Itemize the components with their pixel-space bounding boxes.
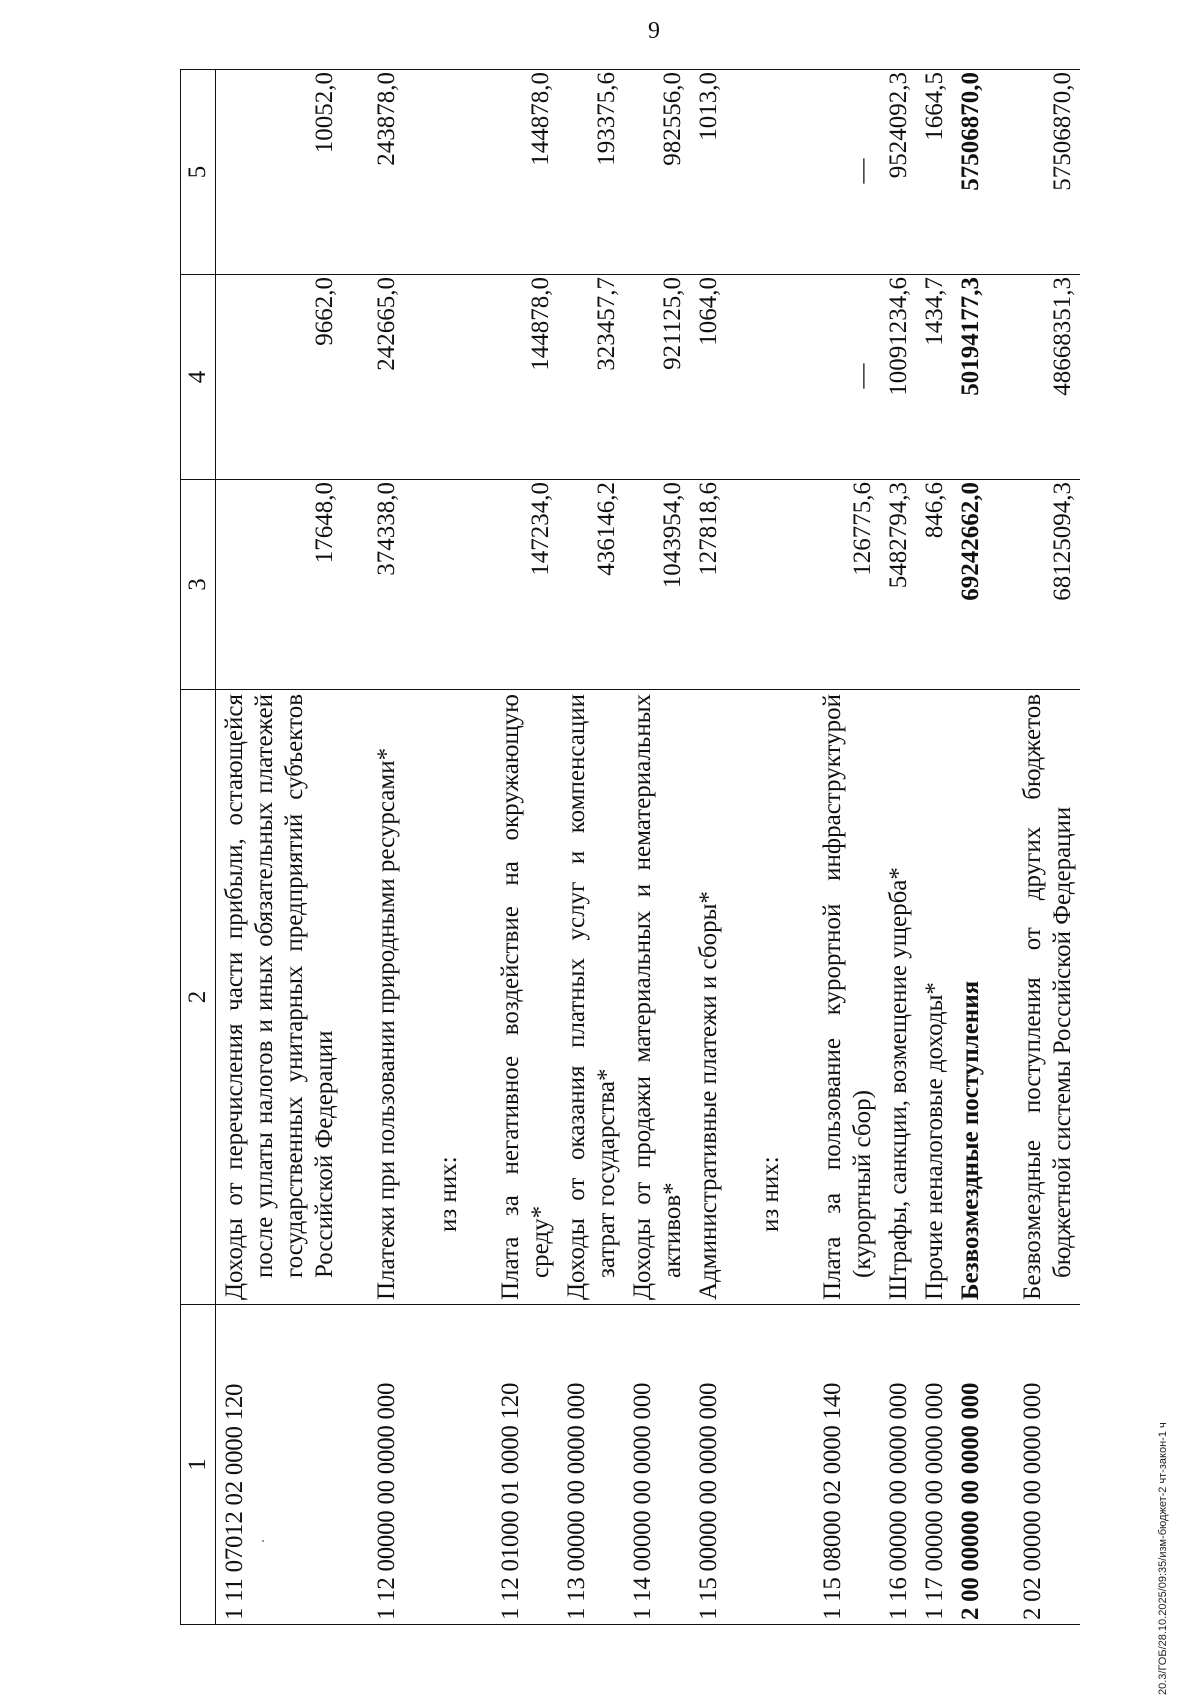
row-code: 1 15 00000 00 0000 000 <box>690 1305 726 1625</box>
row-code <box>752 1305 788 1625</box>
row-value-col3: 374338,0 <box>368 480 404 690</box>
table-row <box>624 70 690 1625</box>
table-row <box>1014 70 1080 1625</box>
table-row <box>216 70 343 1625</box>
row-value-col3 <box>752 480 788 690</box>
table-row <box>430 70 466 1625</box>
row-name: Плата за негативное воздействие на окружающую среду* <box>492 690 558 1305</box>
row-value-col3: 126775,6 <box>814 480 880 690</box>
row-name: Штрафы, санкции, возмещение ущерба* <box>880 690 916 1305</box>
row-value-col3: 846,6 <box>916 480 952 690</box>
row-value-col5: 10052,0 <box>216 70 343 275</box>
row-value-col5: 57506870,0 <box>952 70 988 275</box>
row-name: Административные платежи и сборы* <box>690 690 726 1305</box>
row-value-col3: 69242662,0 <box>952 480 988 690</box>
row-code: 1 12 00000 00 0000 000 <box>368 1305 404 1625</box>
row-value-col4: 323457,7 <box>558 275 624 480</box>
row-value-col5: 243878,0 <box>368 70 404 275</box>
row-subheading: из них: <box>430 690 466 1305</box>
table-row <box>558 70 624 1625</box>
row-value-col5: 9524092,3 <box>880 70 916 275</box>
row-name: Доходы от перечисления части прибыли, остающейся после уплаты налогов и иных обязательных платежей государственных унитарных предприятий субъектов Российской Федерации <box>216 690 343 1305</box>
table-row <box>368 70 404 1625</box>
row-code <box>430 1305 466 1625</box>
row-name: Платежи при пользовании природными ресурсами* <box>368 690 404 1305</box>
row-value-col5: — <box>814 70 880 275</box>
rotated-sheet <box>180 70 1110 1625</box>
table-row <box>880 70 916 1625</box>
row-code: 2 00 00000 00 0000 000 <box>952 1305 988 1625</box>
row-value-col4: — <box>814 275 880 480</box>
table-row <box>492 70 558 1625</box>
footer-code-text: 20.3/ГОБ/28.10.2025/09:35/изм-бюджет-2 чт-закон-1 ч <box>1157 1422 1169 1695</box>
row-name: Плата за пользование курортной инфраструктурой (курортный сбор) <box>814 690 880 1305</box>
scan-speck <box>262 1540 264 1542</box>
row-value-col5: 982556,0 <box>624 70 690 275</box>
row-name: Прочие неналоговые доходы* <box>916 690 952 1305</box>
row-value-col4 <box>430 275 466 480</box>
document-footer-code <box>1157 1165 1171 1695</box>
row-value-col4: 9662,0 <box>216 275 343 480</box>
row-value-col4: 144878,0 <box>492 275 558 480</box>
header-col-3: 3 <box>181 480 216 690</box>
row-name: Доходы от продажи материальных и нематериальных активов* <box>624 690 690 1305</box>
row-value-col3: 17648,0 <box>216 480 343 690</box>
row-value-col5: 193375,6 <box>558 70 624 275</box>
budget-table <box>180 69 1080 1625</box>
row-value-col4: 921125,0 <box>624 275 690 480</box>
row-value-col3: 436146,2 <box>558 480 624 690</box>
row-value-col5: 1013,0 <box>690 70 726 275</box>
table-row <box>690 70 726 1625</box>
row-value-col4: 1064,0 <box>690 275 726 480</box>
row-code: 1 12 01000 01 0000 120 <box>492 1305 558 1625</box>
row-value-col3: 127818,6 <box>690 480 726 690</box>
row-value-col4: 10091234,6 <box>880 275 916 480</box>
row-value-col4: 50194177,3 <box>952 275 988 480</box>
row-value-col3: 147234,0 <box>492 480 558 690</box>
row-code: 1 16 00000 00 0000 000 <box>880 1305 916 1625</box>
row-value-col5 <box>752 70 788 275</box>
header-col-1: 1 <box>181 1305 216 1625</box>
page-number: 9 <box>648 18 660 44</box>
row-code: 1 13 00000 00 0000 000 <box>558 1305 624 1625</box>
row-code: 1 14 00000 00 0000 000 <box>624 1305 690 1625</box>
row-code: 2 02 00000 00 0000 000 <box>1014 1305 1080 1625</box>
table-row <box>752 70 788 1625</box>
row-value-col5: 144878,0 <box>492 70 558 275</box>
row-name: Доходы от оказания платных услуг и компенсации затрат государства* <box>558 690 624 1305</box>
row-value-col4 <box>752 275 788 480</box>
row-value-col3 <box>430 480 466 690</box>
row-value-col5: 1664,5 <box>916 70 952 275</box>
table-header-row <box>181 70 216 1625</box>
row-name: Безвозмездные поступления от других бюджетов бюджетной системы Российской Федерации <box>1014 690 1080 1305</box>
row-value-col4: 242665,0 <box>368 275 404 480</box>
row-code: 1 11 07012 02 0000 120 <box>216 1305 343 1625</box>
row-value-col3: 68125094,3 <box>1014 480 1080 690</box>
row-value-col5 <box>430 70 466 275</box>
row-value-col4: 48668351,3 <box>1014 275 1080 480</box>
header-col-4: 4 <box>181 275 216 480</box>
row-subheading: из них: <box>752 690 788 1305</box>
table-row <box>916 70 952 1625</box>
row-name: Безвозмездные поступления <box>952 690 988 1305</box>
row-value-col5: 57506870,0 <box>1014 70 1080 275</box>
row-value-col4: 1434,7 <box>916 275 952 480</box>
row-code: 1 17 00000 00 0000 000 <box>916 1305 952 1625</box>
table-row <box>814 70 880 1625</box>
row-value-col3: 5482794,3 <box>880 480 916 690</box>
header-col-5: 5 <box>181 70 216 275</box>
row-value-col3: 1043954,0 <box>624 480 690 690</box>
table-row <box>952 70 988 1625</box>
row-code: 1 15 08000 02 0000 140 <box>814 1305 880 1625</box>
header-col-2: 2 <box>181 690 216 1305</box>
